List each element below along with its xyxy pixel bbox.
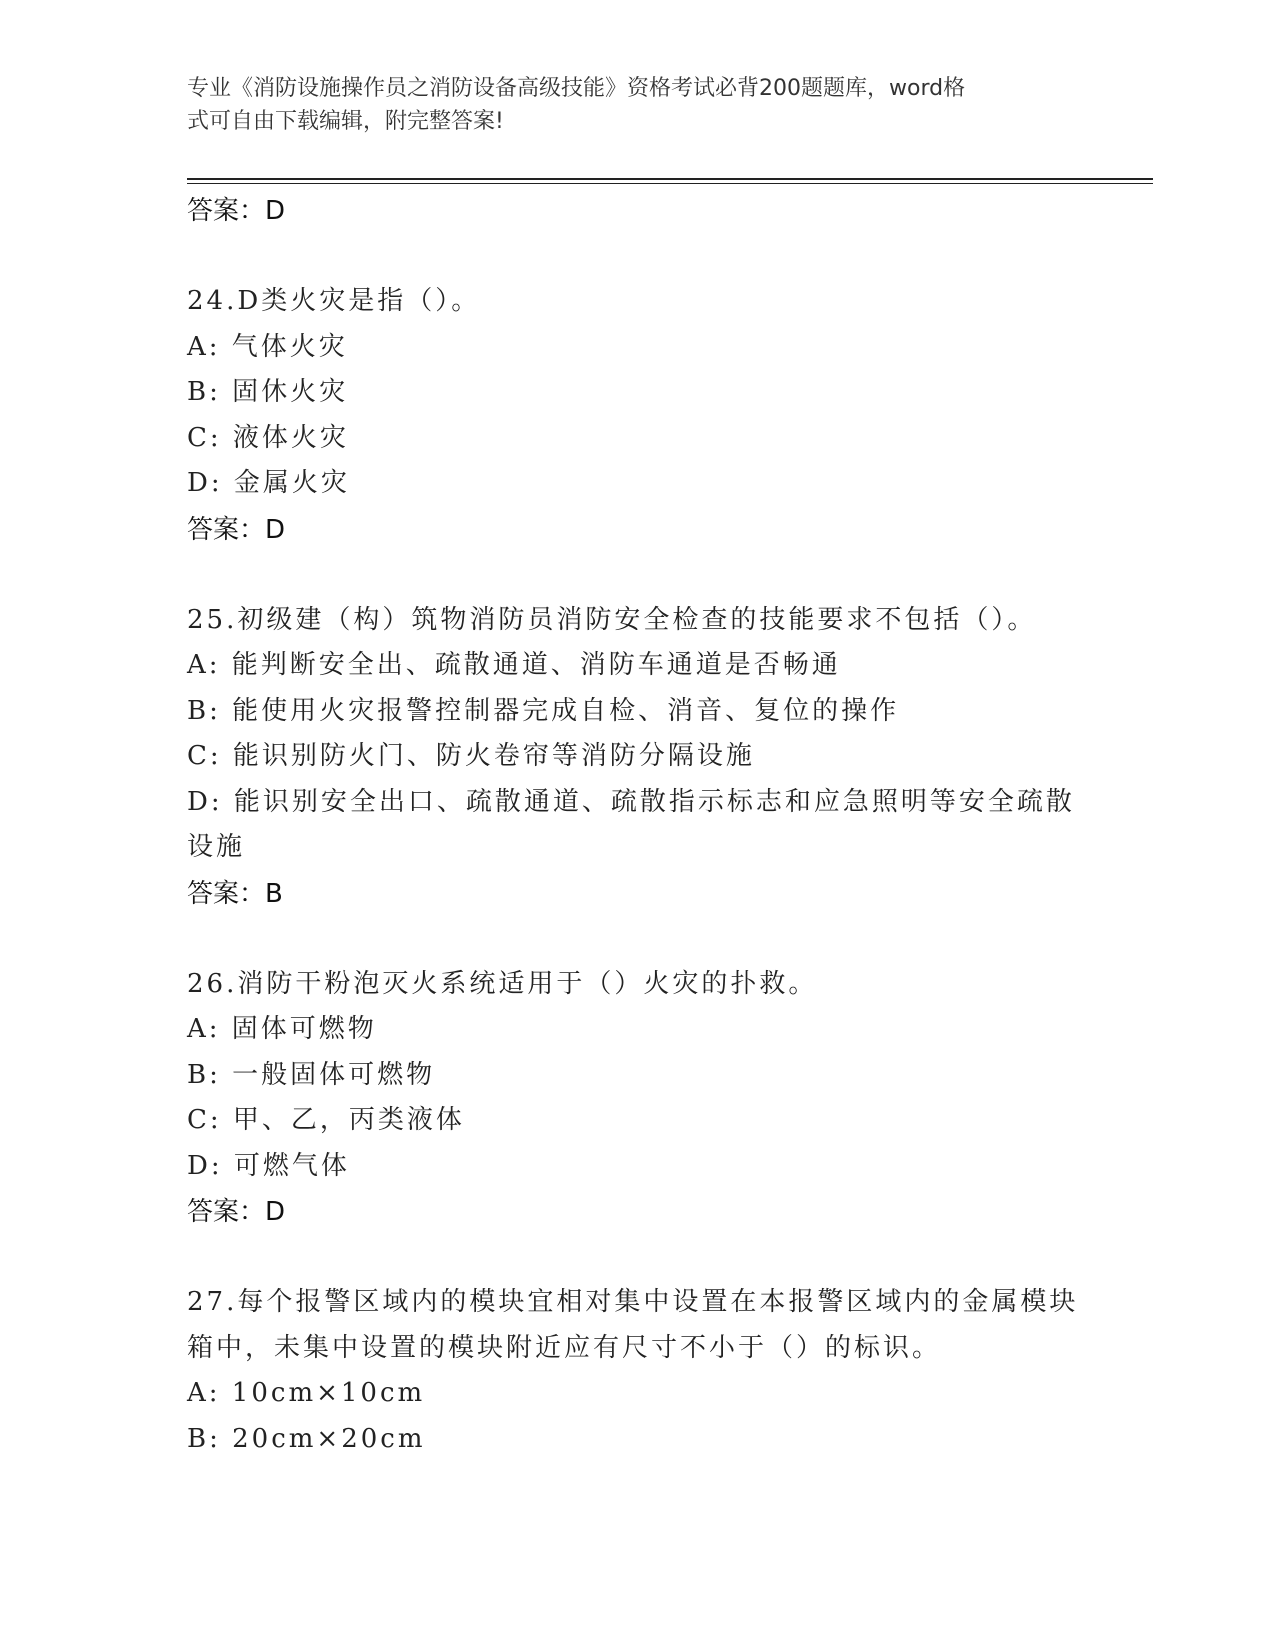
previous-answer: 答案：D	[187, 196, 286, 226]
option-a: A: 能判断安全出、疏散通道、消防车通道是否畅通	[187, 650, 841, 680]
answer: 答案：D	[187, 1197, 286, 1227]
option-d: D: 能识别安全出口、疏散通道、疏散指示标志和应急照明等安全疏散	[187, 786, 1075, 817]
header-line-2: 式可自由下载编辑，附完整答案!	[187, 109, 504, 134]
option-c: C: 能识别防火门、防火卷帘等消防分隔设施	[187, 741, 755, 771]
answer: 答案：B	[187, 878, 283, 909]
spacer	[187, 234, 1087, 279]
option-d-continued: 设施	[187, 832, 246, 862]
spacer	[187, 917, 1087, 962]
question-27	[187, 1280, 1087, 1462]
question-list	[187, 188, 1087, 1462]
option-d: D: 金属火灾	[187, 468, 350, 498]
option-a: A: 10cm×10cm	[187, 1378, 426, 1408]
question-24	[187, 279, 1087, 553]
spacer	[187, 1235, 1087, 1280]
option-a: A: 固体可燃物	[187, 1014, 377, 1044]
option-b: B: 固休火灾	[187, 377, 349, 407]
header-line-1: 专业《消防设施操作员之消防设备高级技能》资格考试必背200题题库，word格	[187, 76, 966, 101]
answer: 答案：D	[187, 514, 286, 545]
header-divider	[187, 178, 1153, 180]
option-c: C: 液体火灾	[187, 422, 349, 453]
question-stem: 27.每个报警区域内的模块宜相对集中设置在本报警区域内的金属模块	[187, 1287, 1079, 1317]
option-b: B: 20cm×20cm	[187, 1423, 426, 1454]
option-b: B: 一般固体可燃物	[187, 1059, 436, 1090]
option-b: B: 能使用火灾报警控制器完成自检、消音、复位的操作	[187, 695, 900, 726]
option-c: C: 甲、乙，丙类液体	[187, 1105, 465, 1135]
question-stem: 24.D类火灾是指（）。	[187, 286, 481, 316]
option-d: D: 可燃气体	[187, 1150, 350, 1181]
question-stem-continued: 箱中，未集中设置的模块附近应有尺寸不小于（）的标识。	[187, 1332, 942, 1363]
option-a: A: 气体火灾	[187, 331, 348, 362]
question-stem: 25.初级建（构）筑物消防员消防安全检查的技能要求不包括（）。	[187, 604, 1037, 635]
header-divider-thin	[187, 183, 1153, 184]
question-25	[187, 598, 1087, 917]
question-stem: 26.消防干粉泡灭火系统适用于（）火灾的扑救。	[187, 968, 818, 999]
document-header	[187, 72, 1067, 138]
question-26	[187, 962, 1087, 1236]
spacer	[187, 553, 1087, 598]
